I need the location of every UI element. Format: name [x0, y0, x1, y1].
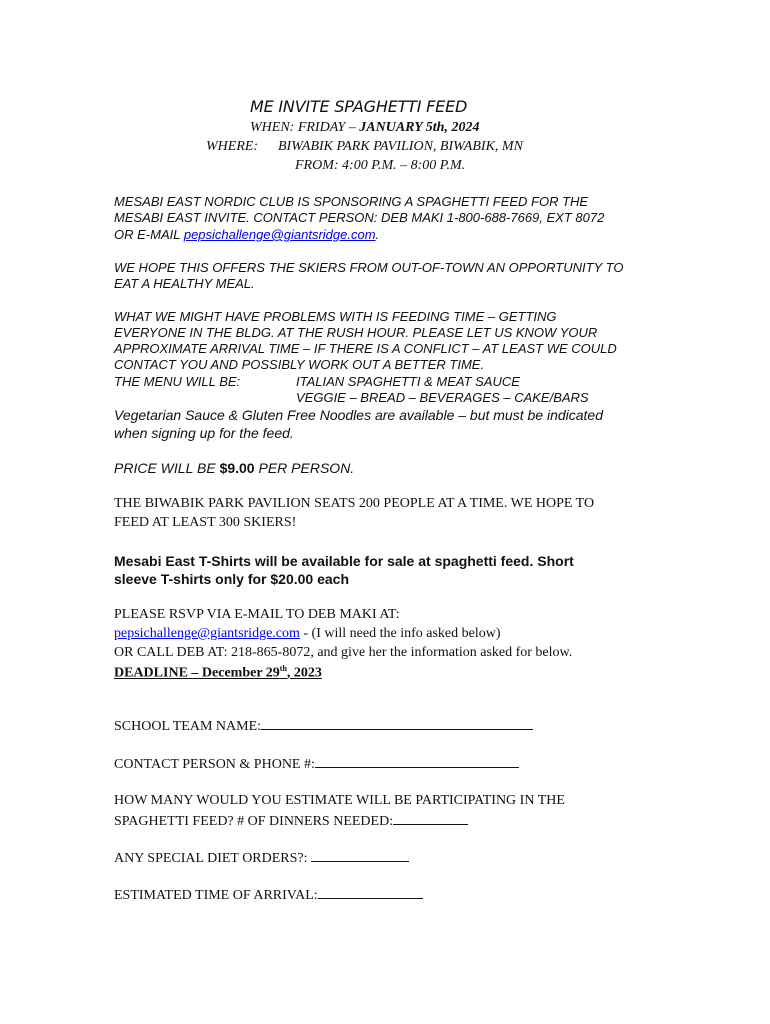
- when-date: JANUARY 5th, 2024: [359, 120, 480, 135]
- sponsor-line-2: MESABI EAST INVITE. CONTACT PERSON: DEB MAKI 1-800-688-7669, EXT 8072: [114, 210, 605, 225]
- menu-item-1: ITALIAN SPAGHETTI & MEAT SAUCE: [296, 374, 520, 389]
- sponsor-email-suffix: .: [375, 227, 380, 242]
- price-prefix: PRICE WILL BE: [114, 460, 220, 476]
- price-line: [114, 460, 354, 476]
- arrival-label: ESTIMATED TIME OF ARRIVAL:: [114, 888, 318, 903]
- diet-label: ANY SPECIAL DIET ORDERS?:: [114, 851, 312, 866]
- when-label: WHEN: FRIDAY –: [250, 120, 360, 135]
- school-team-label: SCHOOL TEAM NAME:: [114, 719, 262, 734]
- where-value: BIWABIK PARK PAVILION, BIWABIK, MN: [278, 139, 523, 154]
- deadline-sup: th: [279, 664, 287, 673]
- school-team-field: [114, 718, 533, 735]
- sponsor-line-3: [114, 227, 379, 242]
- menu-label: THE MENU WILL BE:: [114, 374, 241, 389]
- sponsor-email-prefix: OR E-MAIL: [114, 227, 184, 242]
- menu-item-2: VEGGIE – BREAD – BEVERAGES – CAKE/BARS: [296, 390, 589, 405]
- problems-line-1: WHAT WE MIGHT HAVE PROBLEMS WITH IS FEEDING TIME – GETTING: [114, 309, 557, 324]
- rsvp-line-1: PLEASE RSVP VIA E-MAIL TO DEB MAKI AT:: [114, 607, 400, 622]
- arrival-blank[interactable]: [318, 887, 423, 899]
- diet-field: [114, 850, 409, 867]
- arrival-field: [114, 887, 423, 904]
- deadline-line: [114, 664, 322, 682]
- howmany-line-1: HOW MANY WOULD YOU ESTIMATE WILL BE PARTICIPATING IN THE: [114, 793, 565, 808]
- sponsor-line-1: MESABI EAST NORDIC CLUB IS SPONSORING A SPAGHETTI FEED FOR THE: [114, 194, 589, 209]
- pavilion-line-2: FEED AT LEAST 300 SKIERS!: [114, 515, 297, 530]
- hope-line-2: EAT A HEALTHY MEAL.: [114, 276, 255, 291]
- contact-person-field: [114, 756, 519, 773]
- school-team-blank[interactable]: [261, 718, 533, 730]
- rsvp-email-link[interactable]: pepsichallenge@giantsridge.com: [114, 626, 300, 641]
- price-amount: $9.00: [219, 460, 255, 476]
- problems-line-3: APPROXIMATE ARRIVAL TIME – IF THERE IS A CONFLICT – AT LEAST WE COULD: [114, 341, 617, 356]
- tshirts-line-1: Mesabi East T-Shirts will be available for sale at spaghetti feed. Short: [114, 553, 574, 569]
- hope-line-1: WE HOPE THIS OFFERS THE SKIERS FROM OUT-OF-TOWN AN OPPORTUNITY TO: [114, 260, 624, 275]
- where-label: WHERE:: [206, 139, 259, 154]
- contact-person-label: CONTACT PERSON & PHONE #:: [114, 757, 315, 772]
- when-line: [250, 120, 479, 136]
- problems-line-2: EVERYONE IN THE BLDG. AT THE RUSH HOUR. PLEASE LET US KNOW YOUR: [114, 325, 598, 340]
- rsvp-email-suffix: - (I will need the info asked below): [299, 626, 501, 641]
- vegetarian-line-1: Vegetarian Sauce & Gluten Free Noodles are available – but must be indicated: [114, 407, 604, 423]
- tshirts-line-2: sleeve T-shirts only for $20.00 each: [114, 571, 350, 587]
- howmany-label: SPAGHETTI FEED? # OF DINNERS NEEDED:: [114, 814, 394, 829]
- dinners-needed-blank[interactable]: [393, 813, 468, 825]
- price-suffix: PER PERSON.: [254, 460, 355, 476]
- problems-line-4: CONTACT YOU AND POSSIBLY WORK OUT A BETTER TIME.: [114, 357, 485, 372]
- rsvp-line-2: [114, 626, 501, 642]
- page-title: ME INVITE SPAGHETTI FEED: [250, 97, 468, 116]
- rsvp-call-line: OR CALL DEB AT: 218-865-8072, and give her the information asked for below.: [114, 645, 573, 660]
- vegetarian-line-2: when signing up for the feed.: [114, 425, 294, 441]
- deadline-suffix: , 2023: [286, 665, 322, 681]
- howmany-field: [114, 813, 468, 830]
- deadline-prefix: DEADLINE – December 29: [114, 665, 280, 681]
- from-time: FROM: 4:00 P.M. – 8:00 P.M.: [295, 158, 466, 173]
- diet-blank[interactable]: [311, 850, 409, 862]
- pavilion-line-1: THE BIWABIK PARK PAVILION SEATS 200 PEOPLE AT A TIME. WE HOPE TO: [114, 496, 595, 511]
- sponsor-email-link[interactable]: pepsichallenge@giantsridge.com: [183, 227, 376, 242]
- contact-person-blank[interactable]: [315, 756, 519, 768]
